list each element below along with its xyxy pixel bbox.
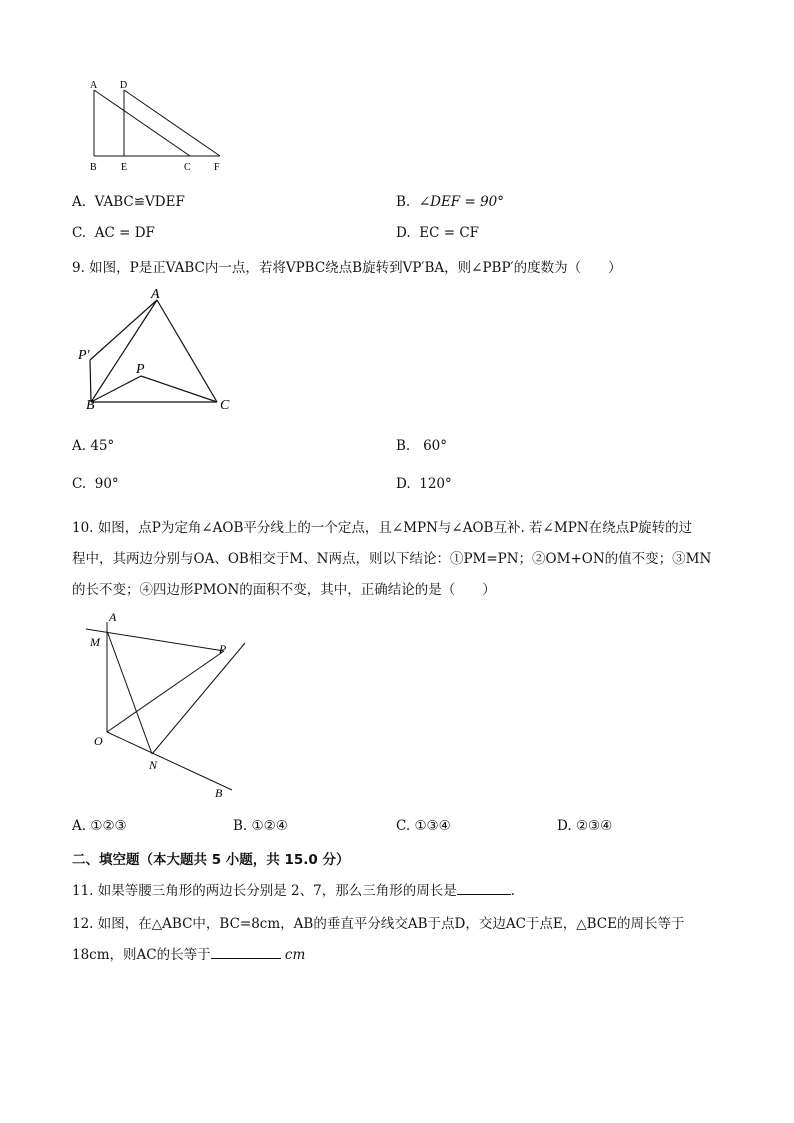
q10-option-c: C. ①③④ — [396, 818, 451, 834]
section-title: 二、填空题（本大题共 5 小题，共 15.0 分） — [72, 852, 350, 868]
q12-line2: 18cm，则AC的长等于 cm — [72, 943, 305, 963]
label-b: B — [215, 786, 223, 800]
q12-stem: 18cm，则AC的长等于 — [72, 947, 211, 963]
q9-option-d: D. 120° — [396, 476, 452, 492]
q10-line2: 程中，其两边分别与OA、OB相交于M、N两点，则以下结论：①PM=PN；②OM+ON的值不变；③MN — [72, 551, 712, 567]
q10-line3: 的长不变；④四边形PMON的面积不变，其中，正确结论的是（ ） — [72, 582, 496, 598]
q9-option-c: C. 90° — [72, 476, 119, 492]
label-p-prime: P′ — [78, 348, 90, 363]
label-p: P — [136, 362, 145, 377]
label-n: N — [149, 758, 158, 772]
label-c: C — [220, 398, 230, 413]
label-c: C — [184, 162, 191, 173]
q12-line1: 12. 如图，在△ABC中，BC=8cm，AB的垂直平分线交AB于点D，交边AC于点E，△BCE的周长等于 — [72, 916, 685, 932]
label-b: B — [86, 398, 95, 413]
line-pn — [152, 643, 245, 754]
segment-bp — [91, 376, 141, 402]
q8-option-a: A. VABC≌VDEF — [72, 194, 185, 210]
q10-option-d: D. ②③④ — [557, 818, 613, 834]
label-o: O — [94, 734, 103, 748]
q9-stem: 9. 如图，P是正VABC内一点，若将VPBC绕点B旋转到VP′BA，则∠PBP′的度数为（ ） — [72, 260, 622, 276]
q9-option-b: B. 60° — [396, 438, 448, 454]
label-p: P — [219, 642, 227, 656]
label-m: M — [90, 635, 100, 649]
q9-figure — [70, 282, 250, 417]
q11: 11. 如果等腰三角形的两边长分别是 2、7，那么三角形的周长是 . — [72, 879, 515, 899]
label-a: A — [151, 287, 160, 302]
label-a: A — [109, 610, 117, 624]
segment-ac — [94, 90, 190, 156]
q10-option-a: A. ①②③ — [72, 818, 127, 834]
segment-op — [107, 651, 224, 732]
segment-ac — [157, 300, 217, 402]
q10-figure — [82, 604, 262, 804]
label-d: D — [120, 80, 128, 91]
label-b: B — [90, 162, 97, 173]
q11-stem: 11. 如果等腰三角形的两边长分别是 2、7，那么三角形的周长是 — [72, 883, 457, 899]
segment-df — [124, 90, 220, 156]
ray-ob — [107, 732, 232, 790]
q8-option-b: B. ∠DEF = 90° — [396, 194, 504, 210]
label-f: F — [214, 162, 220, 173]
segment-p1b — [90, 360, 91, 402]
q8-figure — [80, 76, 240, 176]
label-e: E — [121, 162, 128, 173]
q8-option-d: D. EC = CF — [396, 225, 480, 241]
q8-option-c: C. AC = DF — [72, 225, 155, 241]
q11-answer-blank[interactable] — [457, 880, 511, 895]
q12-answer-blank[interactable] — [211, 944, 281, 959]
label-a: A — [90, 80, 98, 91]
q9-option-a: A. 45° — [72, 438, 115, 454]
q10-option-b: B. ①②④ — [233, 818, 288, 834]
q10-line1: 10. 如图，点P为定角∠AOB平分线上的一个定点，且∠MPN与∠AOB互补. 若∠MPN在绕点P旋转的过 — [72, 520, 693, 536]
segment-pc — [141, 376, 217, 402]
